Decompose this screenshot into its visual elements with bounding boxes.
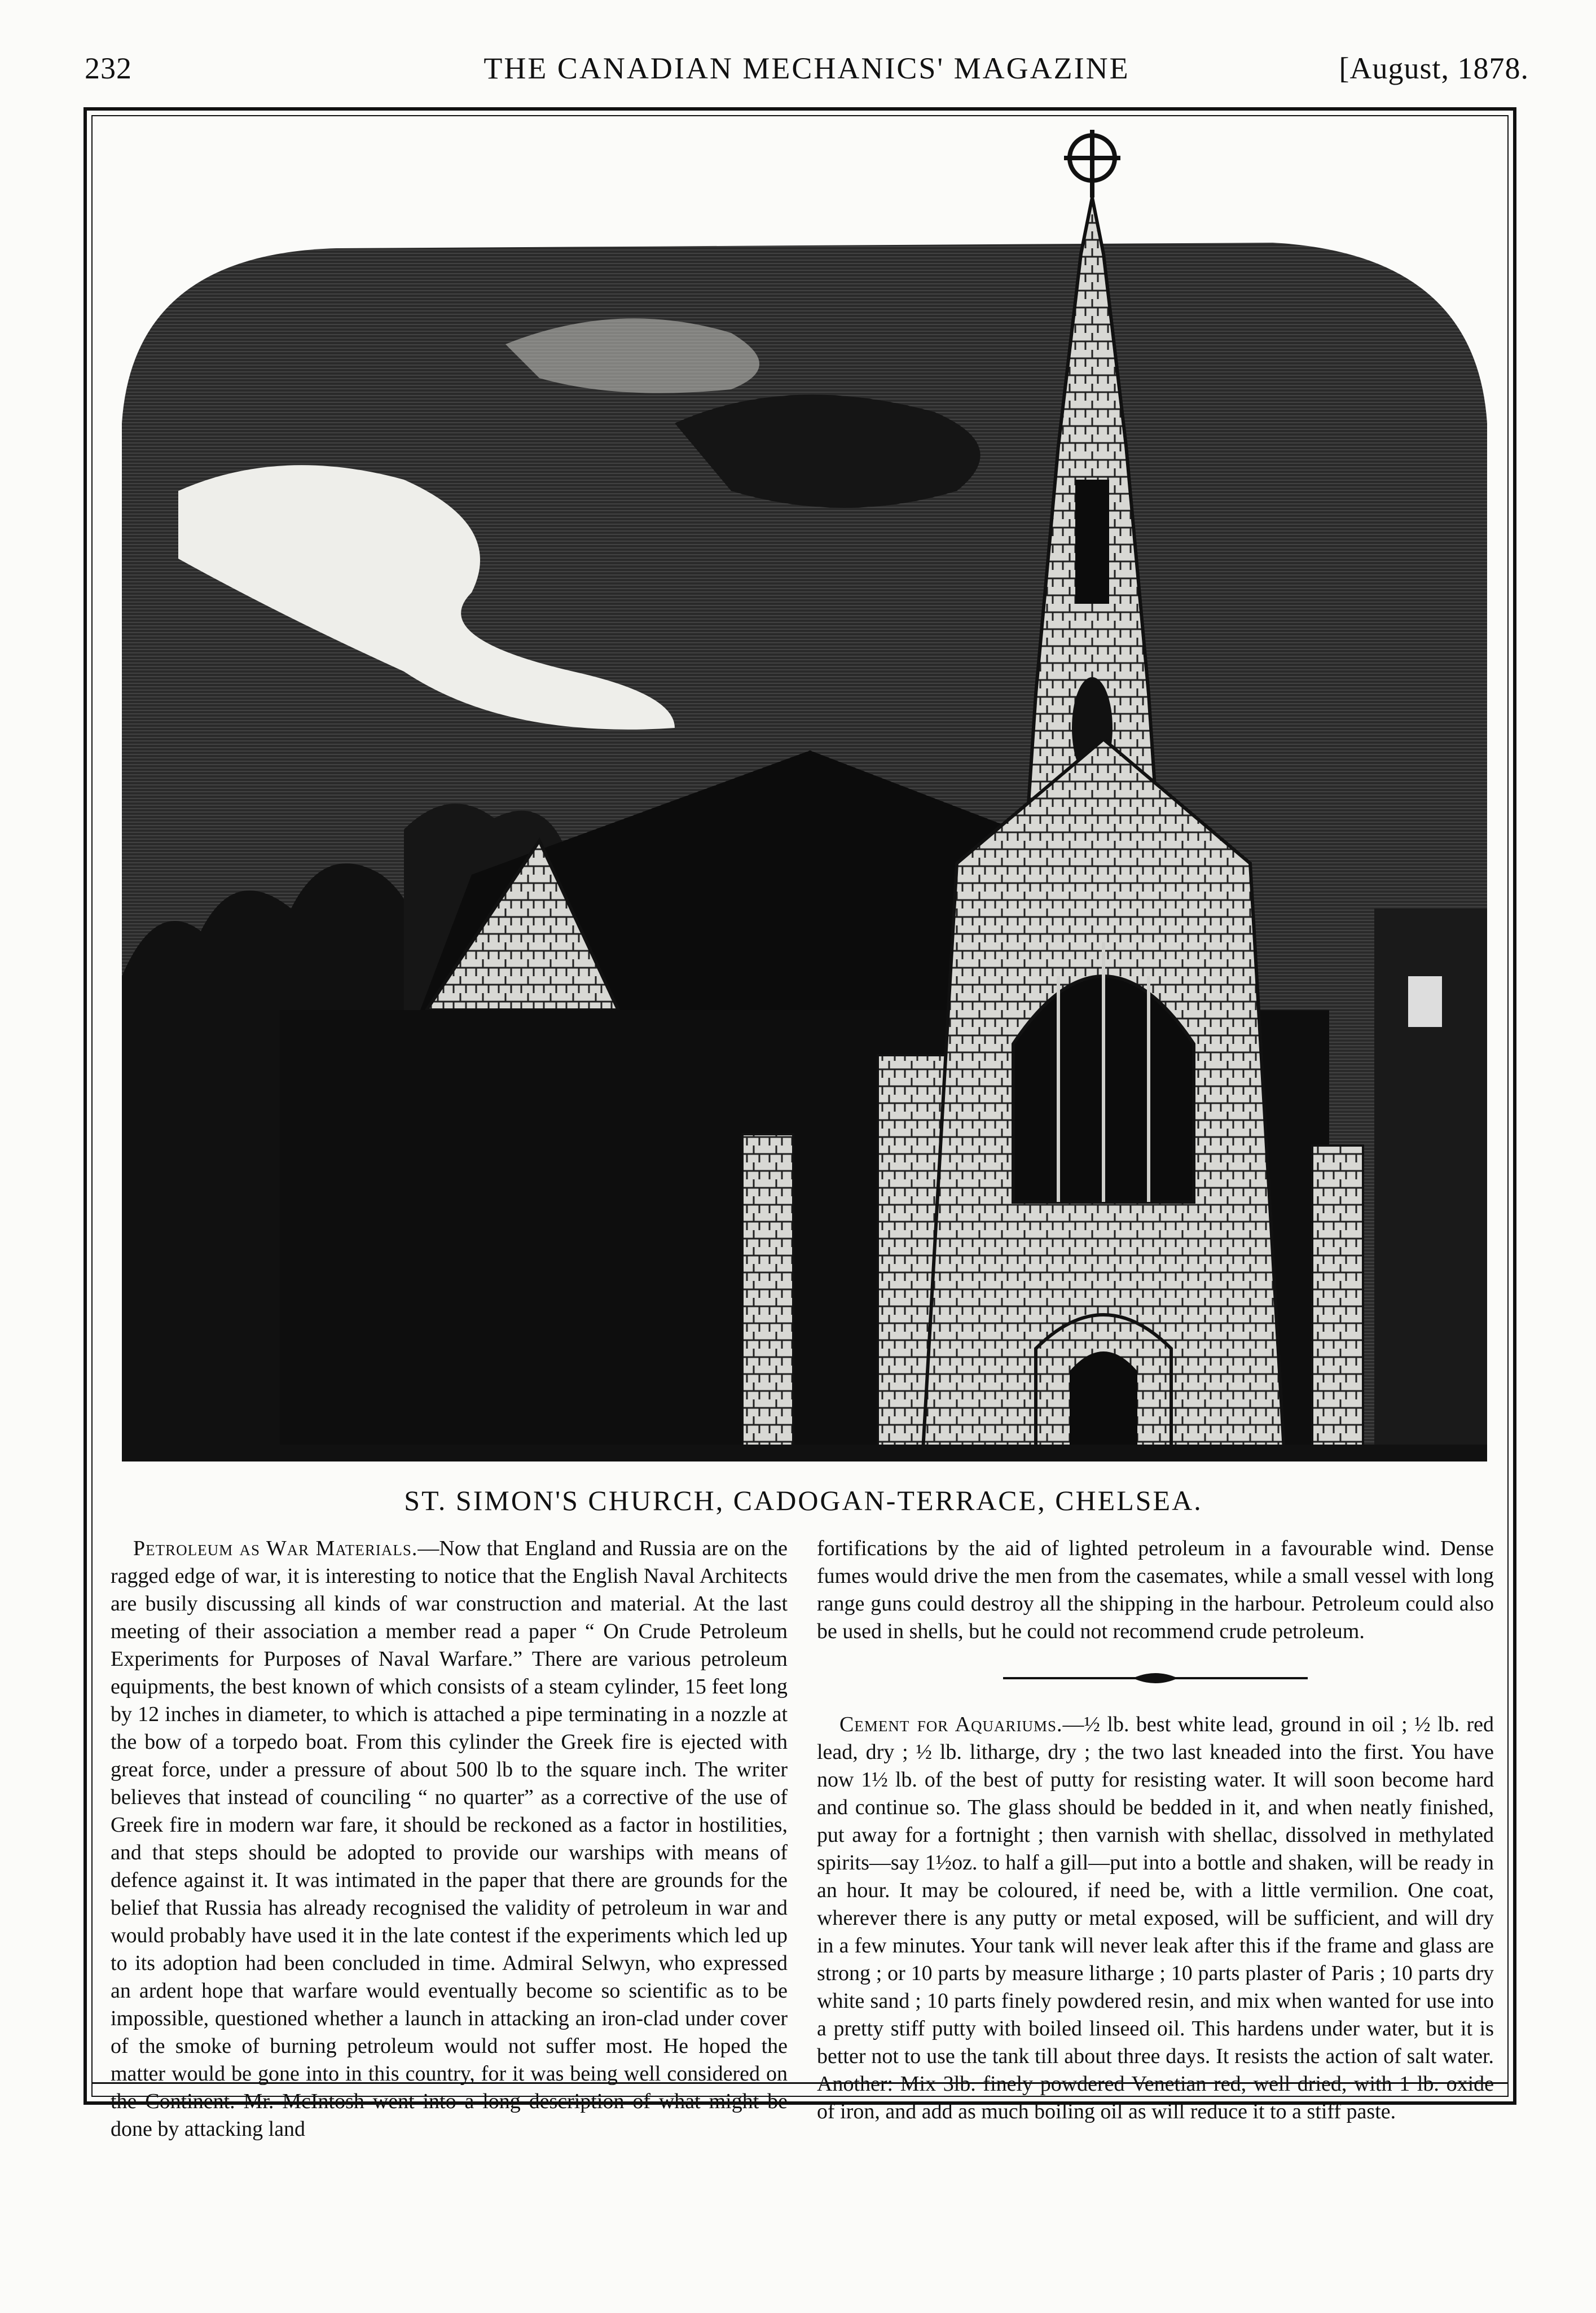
magazine-title: THE CANADIAN MECHANICS' MAGAZINE bbox=[483, 51, 1130, 85]
cement-heading: Cement for Aquariums. bbox=[839, 1713, 1063, 1736]
petroleum-body-left: —Now that England and Russia are on the ragged edge of war, it is interesting to notice that the English Naval Architects are busily discussing all kinds of war construction and material. At the last meeting of their association a member read a paper “ On Crude Petroleum Experiments for Purposes of Naval Warfare.” There are various petroleum equipments, the best known of which consists of a steam cylinder, 15 feet long by 12 inches in diameter, to which is attached a pipe terminating in a nozzle at the bow of a torpedo boat. From this cylinder the Greek fire is ejected with great force, under a pressure of about 500 lb to the square inch. The writer believes that instead of counciling “ no quarter” as a corrective of the use of Greek fire in modern war fare, it should be reckoned as a factor in hostilities, and that steps should be adopted to provide our warships with means of defence against it. It was intimated in the paper that there are grounds for the belief that Russia has already recognised the validity of petroleum in war and would probably have used it in the late contest if the experiments which led up to its adoption had been concluded in time. Admiral Selwyn, who expressed an ardent hope that warfare would eventually become so scientific as to be impossible, questioned whether a launch in attacking an iron-clad under cover of the smoke of burning petroleum would not suffer most. He hoped the matter would be gone into in this country, for it was being well considered on the Continent. Mr. McIntosh went into a long description of what might be done by attacking land bbox=[111, 1537, 788, 2141]
church-engraving bbox=[111, 130, 1496, 1473]
page-header bbox=[85, 51, 1529, 96]
column-left bbox=[111, 1535, 788, 2143]
church-illustration bbox=[111, 130, 1496, 1473]
issue-date: [August, 1878. bbox=[1339, 51, 1529, 85]
column-right bbox=[817, 1535, 1494, 2126]
petroleum-article-part1 bbox=[111, 1535, 788, 2143]
frame-bottom-rule bbox=[91, 2082, 1509, 2084]
figure-caption: ST. SIMON'S CHURCH, CADOGAN-TERRACE, CHELSEA. bbox=[404, 1485, 1203, 1516]
petroleum-body-right: fortifications by the aid of lighted petroleum in a favourable wind. Dense fumes would drive the men from the casemates, while a small vessel with long range guns could destroy all the shipping in the harbour. Petroleum could also be used in shells, but he could not recommend crude petroleum. bbox=[817, 1537, 1494, 1643]
petroleum-article-part2 bbox=[817, 1535, 1494, 1645]
section-divider bbox=[817, 1667, 1494, 1689]
ornamental-rule-icon bbox=[1003, 1667, 1308, 1689]
petroleum-heading: Petroleum as War Materials. bbox=[133, 1537, 418, 1560]
cement-body: —½ lb. best white lead, ground in oil ; ½ lb. red lead, dry ; ½ lb. litharge, dry ; the two last kneaded into the first. You have now 1½ lb. of the best of putty for resisting water. It will soon become hard and continue so. The glass should be bedded in it, and when neatly finished, put away for a fortnight ; then varnish with shellac, dissolved in methylated spirits—say 1½oz. to half a gill—put into a bottle and shaken, will be ready in an hour. It may be coloured, if need be, with a little vermilion. One coat, wherever there is any putty or metal exposed, will be sufficient, and will dry in a few minutes. Your tank will never leak after this if the frame and glass are strong ; or 10 parts by measure litharge ; 10 parts plaster of Paris ; 10 parts dry white sand ; 10 parts finely powdered resin, and mix when wanted for use into a pretty stiff putty with boiled linseed oil. This hardens under water, but it is better not to use the tank till about three days. It resists the action of salt water. Another: Mix 3lb. finely powdered Venetian red, well dried, with 1 lb. oxide of iron, and add as much boiling oil as will reduce it to a stiff paste. bbox=[817, 1713, 1494, 2123]
page-number: 232 bbox=[85, 51, 132, 85]
cement-article bbox=[817, 1711, 1494, 2126]
